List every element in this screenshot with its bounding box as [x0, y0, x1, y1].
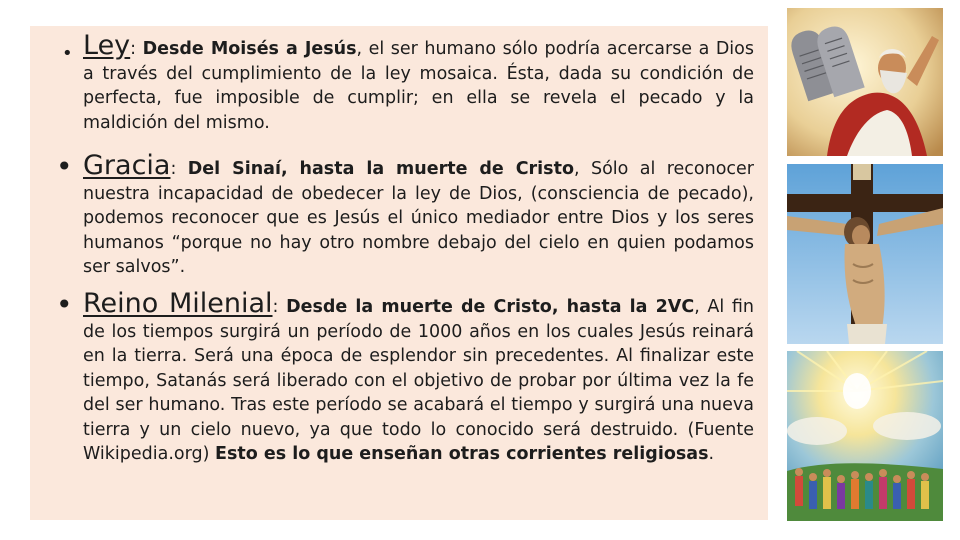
term-ley: Ley — [83, 30, 131, 61]
tail-bold-reino: Esto es lo que enseñan otras corrientes religiosas — [215, 444, 709, 464]
crucifix-image — [787, 164, 943, 344]
body-reino: , Al fin de los tiempos surgirá un período de 1000 años en los cuales Jesús reinará en la tierra. Será una época de esplendor sin precedentes. Al finalizar este tiempo, Satanás será liberado con el objetivo de probar por última vez la fe del ser humano. Tras este período se acabará el tiempo y surgirá una nueva tierra y un cielo nuevo, ya que todo lo conocido será destruido. (Fuente Wikipedia.org) — [83, 297, 754, 464]
term-colon: : — [170, 159, 177, 179]
body-ley: , el ser humano sólo podría acercarse a Dios a través del cumplimiento de la ley mosaica. Ésta, dada su condición de perfecta, fue imposible de cumplir; en ella se revela el pecado y la maldición del mismo. — [83, 39, 754, 133]
term-reino-milenial: Reino Milenial — [83, 288, 273, 319]
bullet-gracia — [56, 150, 754, 280]
term-colon: : — [130, 39, 137, 59]
bullet-reino-milenial — [56, 288, 754, 467]
bullet-dot: • — [56, 150, 73, 183]
body-gracia: , Sólo al reconocer nuestra incapacidad de obedecer la ley de Dios, (consciencia de pecado), podemos reconocer que es Jesús el único mediador entre Dios y los seres humanos “porque no hay otro nombre debajo del cielo en quien podamos ser salvos”. — [83, 159, 754, 277]
moses-tablets-image — [787, 8, 943, 156]
lead-bold-gracia: Del Sinaí, hasta la muerte de Cristo — [187, 159, 574, 179]
heavenly-scene-image — [787, 351, 943, 521]
bullet-dot: • — [62, 43, 73, 64]
bullet-ley — [56, 30, 754, 135]
term-colon: : — [272, 297, 279, 317]
lead-bold-ley: Desde Moisés a Jesús — [142, 39, 357, 59]
bullet-dot: • — [56, 288, 73, 321]
lead-bold-reino: Desde la muerte de Cristo, hasta la 2VC — [286, 297, 695, 317]
term-gracia: Gracia — [83, 150, 171, 181]
tail-end-reino: . — [708, 444, 715, 464]
text-panel — [30, 26, 768, 520]
